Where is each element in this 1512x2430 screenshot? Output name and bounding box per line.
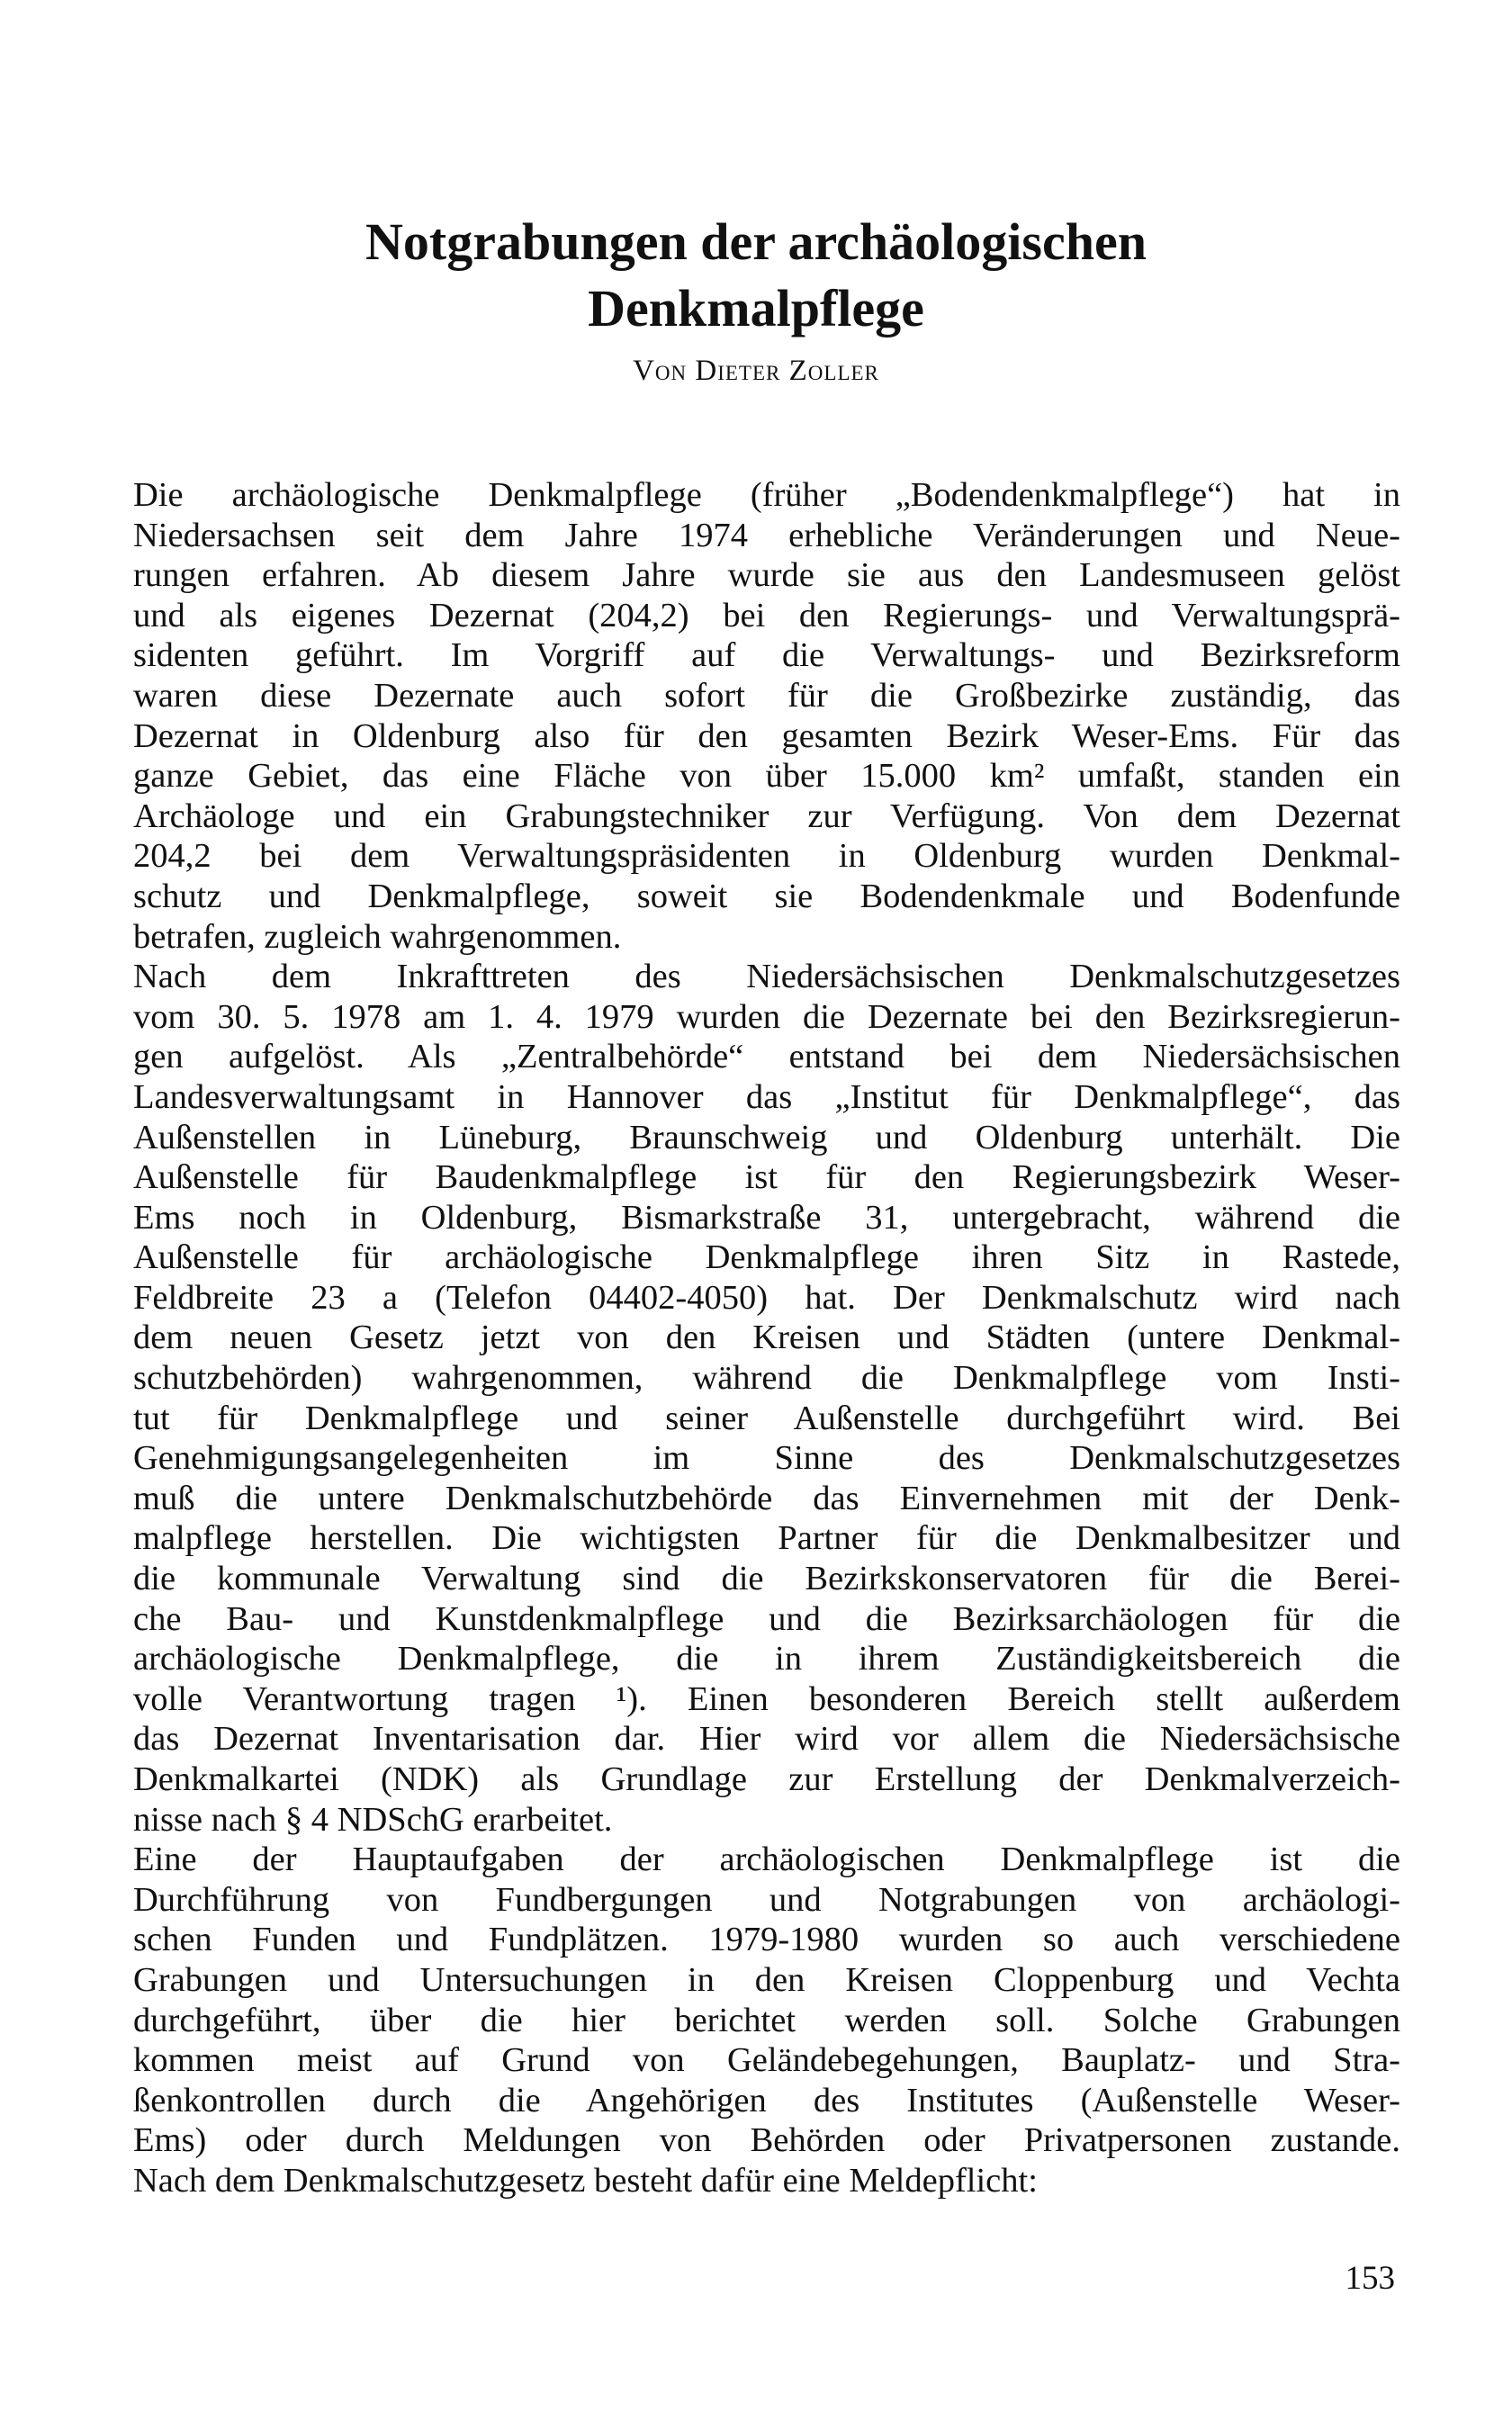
text-line: Grabungen und Untersuchungen in den Kreisen Cloppenburg und Vechta <box>133 1960 1400 1999</box>
text-line: che Bau- und Kunstdenkmalpflege und die Bezirksarchäologen für die <box>133 1599 1400 1638</box>
text-line: Nach dem Inkrafttreten des Niedersächsischen Denkmalschutzgesetzes <box>133 958 1400 996</box>
text-line: rungen erfahren. Ab diesem Jahre wurde sie aus den Landesmuseen gelöst <box>133 556 1400 595</box>
text-line: schutz und Denkmalpflege, soweit sie Bodendenkmale und Bodenfunde <box>133 877 1400 915</box>
text-line: dem neuen Gesetz jetzt von den Kreisen und Städten (untere Denkmal- <box>133 1318 1400 1357</box>
text-line: nisse nach § 4 NDSchG erarbeitet. <box>133 1800 613 1839</box>
text-line: Außenstellen in Lüneburg, Braunschweig und Oldenburg unterhält. Die <box>133 1118 1400 1156</box>
text-line: Feldbreite 23 a (Telefon 04402-4050) hat. Der Denkmalschutz wird nach <box>133 1278 1400 1317</box>
text-line: Ems noch in Oldenburg, Bismarkstraße 31, untergebracht, während die <box>133 1198 1400 1237</box>
text-line: Dezernat in Oldenburg also für den gesamten Bezirk Weser-Ems. Für das <box>133 716 1400 755</box>
article-title <box>126 209 1386 342</box>
text-line: Eine der Hauptaufgaben der archäologischen Denkmalpflege ist die <box>133 1840 1400 1879</box>
text-line: volle Verantwortung tragen ¹). Einen besonderen Bereich stellt außerdem <box>133 1679 1400 1718</box>
text-line: tut für Denkmalpflege und seiner Außenstelle durchgeführt wird. Bei <box>133 1399 1400 1437</box>
text-line: vom 30. 5. 1978 am 1. 4. 1979 wurden die Dezernate bei den Bezirksregierun- <box>133 997 1400 1036</box>
body-text <box>133 475 1400 2201</box>
text-line: Niedersachsen seit dem Jahre 1974 erhebliche Veränderungen und Neue- <box>133 516 1400 554</box>
text-line: und als eigenes Dezernat (204,2) bei den Regierungs- und Verwaltungsprä- <box>133 596 1400 634</box>
text-line: das Dezernat Inventarisation dar. Hier wird vor allem die Niedersächsische <box>133 1720 1400 1759</box>
text-line: 204,2 bei dem Verwaltungspräsidenten in Oldenburg wurden Denkmal- <box>133 837 1400 876</box>
text-line: muß die untere Denkmalschutzbehörde das Einvernehmen mit der Denk- <box>133 1479 1400 1517</box>
text-line: Archäologe und ein Grabungstechniker zur Verfügung. Von dem Dezernat <box>133 796 1400 835</box>
title-line: Notgrabungen der archäologischen <box>365 212 1147 271</box>
text-line: Genehmigungsangelegenheiten im Sinne des Denkmalschutzgesetzes <box>133 1439 1400 1478</box>
text-line: Ems) oder durch Meldungen von Behörden oder Privatpersonen zustande. <box>133 2121 1400 2160</box>
title-line: Denkmalpflege <box>588 279 924 338</box>
text-line: malpflege herstellen. Die wichtigsten Partner für die Denkmalbesitzer und <box>133 1519 1400 1558</box>
text-line: Die archäologische Denkmalpflege (früher „Bodendenkmalpflege“) hat in <box>133 476 1400 514</box>
text-line: Nach dem Denkmalschutzgesetz besteht dafür eine Meldepflicht: <box>133 2161 1038 2200</box>
text-line: Landesverwaltungsamt in Hannover das „Institut für Denkmalpflege“, das <box>133 1077 1400 1116</box>
page-number: 153 <box>1345 2260 1395 2297</box>
text-line: Durchführung von Fundbergungen und Notgrabungen von archäologi- <box>133 1880 1400 1919</box>
author-byline: Von Dieter Zoller <box>633 355 879 387</box>
text-line: gen aufgelöst. Als „Zentralbehörde“ entstand bei dem Niedersächsischen <box>133 1038 1400 1076</box>
text-line: Denkmalkartei (NDK) als Grundlage zur Erstellung der Denkmalverzeich- <box>133 1760 1400 1798</box>
text-line: ganze Gebiet, das eine Fläche von über 15.000 km² umfaßt, standen ein <box>133 757 1400 796</box>
text-line: waren diese Dezernate auch sofort für die Großbezirke zuständig, das <box>133 676 1400 715</box>
text-line: Außenstelle für archäologische Denkmalpflege ihren Sitz in Rastede, <box>133 1238 1400 1277</box>
text-line: durchgeführt, über die hier berichtet werden soll. Solche Grabungen <box>133 2001 1400 2039</box>
text-line: ßenkontrollen durch die Angehörigen des Institutes (Außenstelle Weser- <box>133 2081 1400 2120</box>
text-line: betrafen, zugleich wahrgenommen. <box>133 917 622 956</box>
text-line: Außenstelle für Baudenkmalpflege ist für den Regierungsbezirk Weser- <box>133 1158 1400 1197</box>
text-line: die kommunale Verwaltung sind die Bezirkskonservatoren für die Berei- <box>133 1560 1400 1598</box>
text-line: schutzbehörden) wahrgenommen, während die Denkmalpflege vom Insti- <box>133 1359 1400 1398</box>
text-line: kommen meist auf Grund von Geländebegehungen, Bauplatz- und Stra- <box>133 2041 1400 2080</box>
text-line: archäologische Denkmalpflege, die in ihrem Zuständigkeitsbereich die <box>133 1640 1400 1678</box>
text-line: sidenten geführt. Im Vorgriff auf die Verwaltungs- und Bezirksreform <box>133 636 1400 675</box>
text-line: schen Funden und Fundplätzen. 1979-1980 wurden so auch verschiedene <box>133 1921 1400 1959</box>
